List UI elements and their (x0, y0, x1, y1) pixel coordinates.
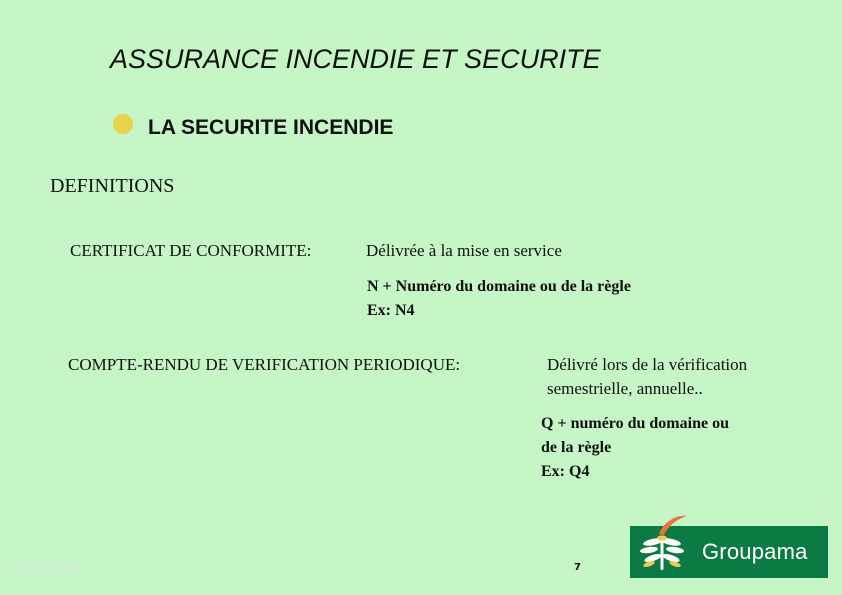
definition-code-line: Q + numéro du domaine ou (541, 415, 729, 432)
slide-subtitle: LA SECURITE INCENDIE (148, 116, 394, 139)
bullet-icon (113, 114, 133, 134)
definition-description-certificat: Délivrée à la mise en service (366, 241, 562, 260)
footer-date: 05/06/2003 (17, 562, 90, 573)
definition-code-example: Ex: Q4 (541, 463, 590, 480)
section-heading: DEFINITIONS (50, 175, 175, 197)
groupama-logo (630, 526, 828, 578)
definition-code-line: de la règle (541, 439, 612, 456)
slide-title: ASSURANCE INCENDIE ET SECURITE (110, 44, 601, 74)
definition-term-compte-rendu: COMPTE-RENDU DE VERIFICATION PERIODIQUE: (68, 355, 461, 374)
definition-code-example: Ex: N4 (367, 302, 415, 319)
definition-description-line: Délivré lors de la vérification (547, 355, 748, 374)
wheat-icon (627, 516, 697, 578)
definition-term-certificat: CERTIFICAT DE CONFORMITE: (70, 241, 312, 260)
definition-description-line: semestrielle, annuelle.. (547, 379, 703, 398)
definition-code-line: N + Numéro du domaine ou de la règle (367, 278, 631, 295)
logo-text: Groupama (702, 539, 808, 564)
page-number: 7 (574, 562, 581, 573)
